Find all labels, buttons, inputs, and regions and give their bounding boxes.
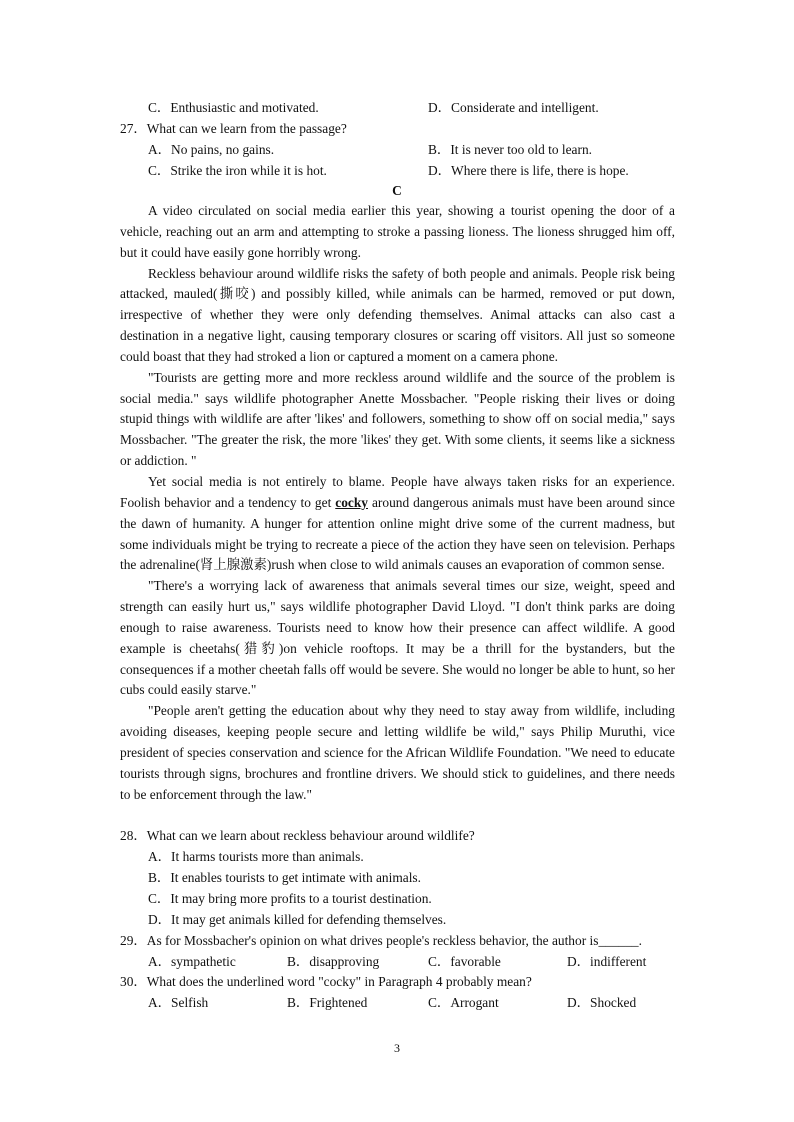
q29-option-d: D．indifferent <box>567 954 647 969</box>
paragraph-3: "Tourists are getting more and more reckless around wildlife and the source of the problem is social media." says wildlife photographer Anette Mossbacher. "People risking their lives or doing stupid things with wildlife are after 'likes' and followers, something to show off on social media," says Mossbacher. "The greater the risk, the more 'likes' they get. With some clients, it seems like a sickness or addiction. " <box>120 369 675 469</box>
q27-option-a: A．No pains, no gains. <box>148 142 275 157</box>
paragraph-4-part-1: Yet social media is not entirely to blame. People have always taken risks for an experience. Foolish behavior and a tendency to get <box>120 473 675 510</box>
paragraph-4-part-2: around dangerous animals must have been around since the dawn of humanity. A hunger for attention online might drive some of the current madness, but some individuals might be trying to recreate a piece of the action they have seen on television. Perhaps the adrenaline(肾上腺激素)rush when close to wild animals causes an evaporation of common sense. <box>120 494 675 573</box>
q27-stem: 27．What can we learn from the passage? <box>120 121 347 136</box>
q28-option-a: A．It harms tourists more than animals. <box>148 849 364 864</box>
paragraph-4 <box>120 472 675 576</box>
q30-stem: 30．What does the underlined word "cocky" in Paragraph 4 probably mean? <box>120 974 532 989</box>
q27-option-b: B．It is never too old to learn. <box>428 142 593 157</box>
passage <box>120 201 675 805</box>
q29-option-c: C．favorable <box>428 954 501 969</box>
underlined-word-cocky: cocky <box>335 494 368 510</box>
section-heading: C <box>392 183 402 198</box>
q26-option-c: C．Enthusiastic and motivated. <box>148 100 319 115</box>
q28-option-b: B．It enables tourists to get intimate with animals. <box>148 870 421 885</box>
q29-option-a: A．sympathetic <box>148 954 236 969</box>
page-number: 3 <box>394 1041 400 1055</box>
q28-option-c: C．It may bring more profits to a tourist destination. <box>148 891 432 906</box>
q27-option-c: C．Strike the iron while it is hot. <box>148 163 327 178</box>
paragraph-1: A video circulated on social media earlier this year, showing a tourist opening the door of a vehicle, reaching out an arm and attempting to stroke a passing lioness. The lioness shrugged him off, but it could have easily gone horribly wrong. <box>120 203 675 260</box>
q29-stem: 29．As for Mossbacher's opinion on what drives people's reckless behavior, the author is______. <box>120 933 642 948</box>
q30-option-c: C．Arrogant <box>428 995 499 1010</box>
q28-stem: 28．What can we learn about reckless behaviour around wildlife? <box>120 828 475 843</box>
paragraph-6: "People aren't getting the education about why they need to stay away from wildlife, including avoiding diseases, keeping people secure and letting wildlife be wild," says Philip Muruthi, vice president of species conservation and science for the African Wildlife Foundation. "We need to educate tourists through signs, brochures and frontline drivers. We should stick to guidelines, and there needs to be enforcement through the law." <box>120 703 675 802</box>
q28-option-d: D．It may get animals killed for defending themselves. <box>148 912 447 927</box>
q30-option-b: B．Frightened <box>287 995 368 1010</box>
q26-option-d: D．Considerate and intelligent. <box>428 100 599 115</box>
q30-option-a: A．Selfish <box>148 995 209 1010</box>
paragraph-2: Reckless behaviour around wildlife risks the safety of both people and animals. People risk being attacked, mauled(撕咬) and possibly killed, while animals can be harmed, removed or put down, irrespective of whether they were only defending themselves. Animal attacks can also cast a destination in a negative light, causing temporary closures or scaring off visitors. All just so someone could boast that they had stroked a lion or captured a moment on a camera phone. <box>120 265 675 364</box>
paragraph-5: "There's a worrying lack of awareness that animals several times our size, weight, speed and strength can easily hurt us," says wildlife photographer David Lloyd. "I don't think parks are doing enough to raise awareness. Tourists need to know how their presence can affect wildlife. A good example is cheetahs(猎豹)on vehicle rooftops. It may be a thrill for the bystanders, but the consequences if a mother cheetah falls off would be severe. She would no longer be able to hunt, so her cubs could easily starve." <box>120 578 675 698</box>
q27-option-d: D．Where there is life, there is hope. <box>428 163 629 178</box>
q29-option-b: B．disapproving <box>287 954 380 969</box>
q30-option-d: D．Shocked <box>567 995 637 1010</box>
